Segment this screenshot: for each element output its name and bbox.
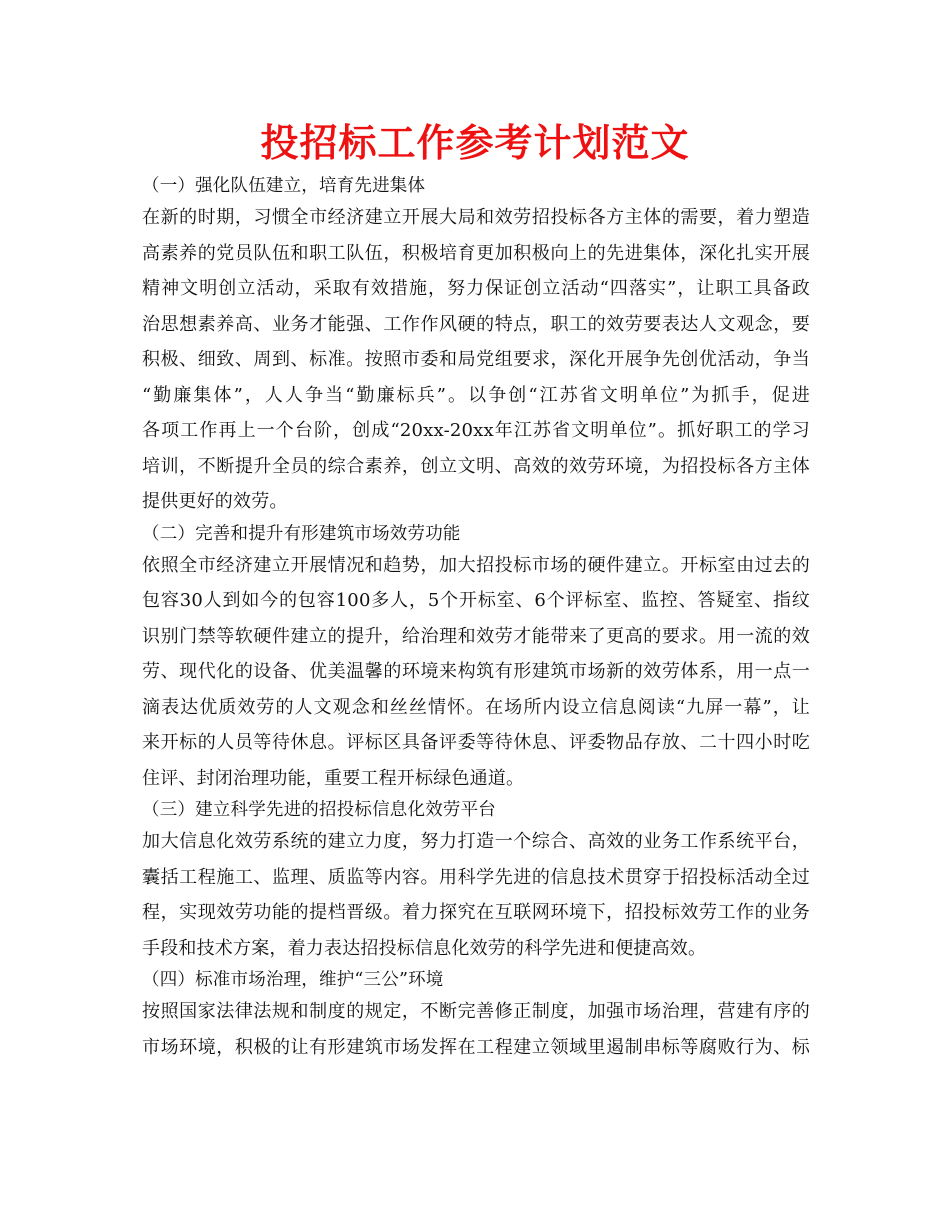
paragraph-line: 滴表达优质效劳的人文观念和丝丝情怀。在场所内设立信息阅读“九屏一幕”，让 <box>142 696 810 718</box>
paragraph-line: 高素养的党员队伍和职工队伍，积极培育更加积极向上的先进集体，深化扎实开展 <box>142 242 810 264</box>
paragraph-line: 程，实现效劳功能的提档晋级。着力探究在互联网环境下，招投标效劳工作的业务 <box>142 902 810 923</box>
section-heading: （四）标准市场治理，维护“三公”环境 <box>142 970 444 990</box>
paragraph-line: 精神文明创立活动，采取有效措施，努力保证创立活动“四落实”，让职工具备政 <box>142 278 810 299</box>
paragraph-line: 劳、现代化的设备、优美温馨的环境来构筑有形建筑市场新的效劳体系，用一点一 <box>142 661 810 682</box>
paragraph-line: 各项工作再上一个台阶，创成“20xx-20xx年江苏省文明单位”。抓好职工的学习 <box>142 420 810 441</box>
document-body <box>142 172 810 1065</box>
paragraph-line: 囊括工程施工、监理、质监等内容。用科学先进的信息技术贯穿于招投标活动全过 <box>142 866 810 888</box>
section-1 <box>142 172 810 520</box>
section-heading: （二）完善和提升有形建筑市场效劳功能 <box>142 523 461 544</box>
paragraph-line: “勤廉集体”，人人争当“勤廉标兵”。以争创“江苏省文明单位”为抓手，促进 <box>142 384 810 406</box>
section-3 <box>142 796 810 966</box>
section-4 <box>142 966 810 1065</box>
document-title: 投招标工作参考计划范文 <box>260 121 690 165</box>
paragraph-line: 在新的时期，习惯全市经济建立开展大局和效劳招投标各方主体的需要，着力塑造 <box>142 207 810 228</box>
paragraph-line: 市场环境，积极的让有形建筑市场发挥在工程建立领域里遏制串标等腐败行为、标 <box>142 1036 810 1058</box>
section-heading: （三）建立科学先进的招投标信息化效劳平台 <box>142 800 496 820</box>
paragraph-line: 加大信息化效劳系统的建立力度，努力打造一个综合、高效的业务工作系统平台， <box>142 831 810 852</box>
section-2 <box>142 520 810 797</box>
paragraph-line: 提供更好的效劳。 <box>142 491 288 512</box>
paragraph-line: 培训，不断提升全员的综合素养，创立文明、高效的效劳环境，为招投标各方主体 <box>142 455 810 477</box>
paragraph-line: 来开标的人员等待休息。评标区具备评委等待休息、评委物品存放、二十四小时吃 <box>142 732 810 753</box>
section-heading: （一）强化队伍建立，培育先进集体 <box>142 176 426 196</box>
paragraph-line: 依照全市经济建立开展情况和趋势，加大招投标市场的硬件建立。开标室由过去的 <box>142 554 810 576</box>
paragraph-line: 包容30人到如今的包容100多人，5个开标室、6个评标室、监控、答疑室、指纹 <box>142 590 810 611</box>
paragraph-line: 识别门禁等软硬件建立的提升，给治理和效劳才能带来了更高的要求。用一流的效 <box>142 625 810 647</box>
paragraph-line: 手段和技术方案，着力表达招投标信息化效劳的科学先进和便捷高效。 <box>142 937 707 959</box>
paragraph-line: 按照国家法律法规和制度的规定，不断完善修正制度，加强市场治理，营建有序的 <box>142 1001 810 1022</box>
paragraph-line: 积极、细致、周到、标准。按照市委和局党组要求，深化开展争先创优活动，争当 <box>142 349 810 370</box>
paragraph-line: 治思想素养高、业务才能强、工作作风硬的特点，职工的效劳要表达人文观念，要 <box>142 313 810 335</box>
paragraph-line: 住评、封闭治理功能，重要工程开标绿色通道。 <box>142 767 525 789</box>
